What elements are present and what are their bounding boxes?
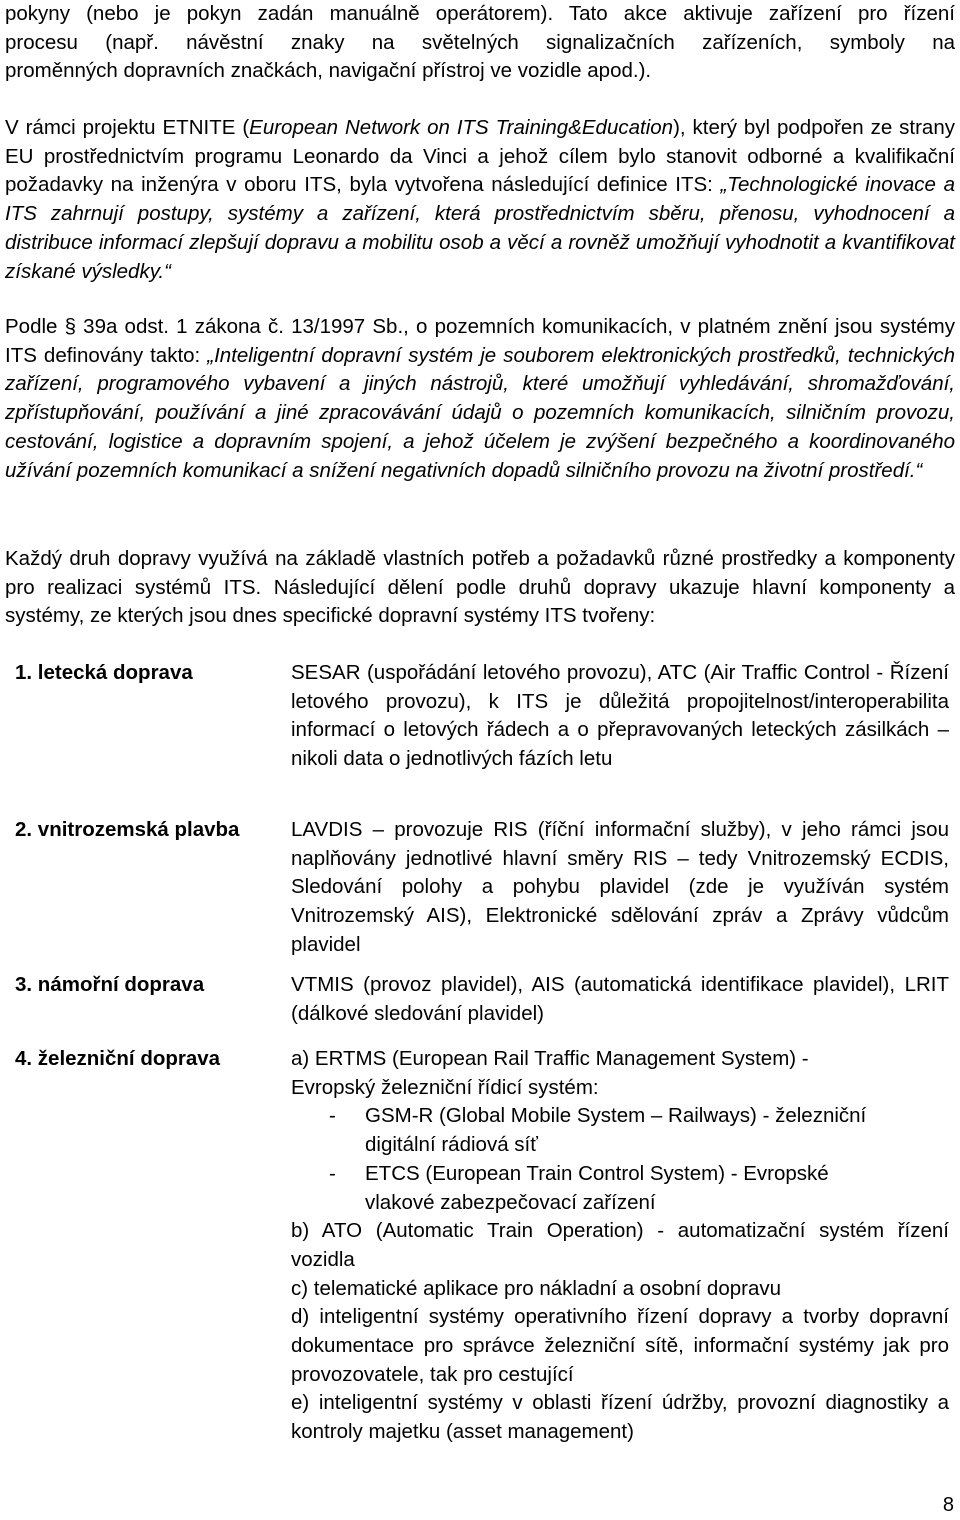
item-label: 2. vnitrozemská plavba <box>15 818 240 841</box>
rail-sub-item-gsmr <box>291 1102 949 1159</box>
item-label: 3. námořní doprava <box>15 973 205 996</box>
rail-ertms-line: Evropský železniční řídicí systém: <box>291 1075 599 1099</box>
item-text: SESAR (uspořádání letového provozu), ATC (Air Traffic Control - Řízení letového provozu), k ITS je důležitá propojitelnost/interoperabilita informací o letových řádech a o přepravovaných leteckých zásilkách – nikoli data o jednotlivých fázích letu <box>291 661 949 771</box>
etnite-paragraph <box>5 114 955 286</box>
law-definition: „Inteligentní dopravní systém je souborem elektronických prostředků, technických zařízení, programového vybavení a jiných nástrojů, které umožňují vyhledávání, shromažďování, zpřístupňování, používání a jiné zpracovávání údajů o pozemních komunikacích, silničním provozu, cestování, logistice a dopravním spojení, a jehož účelem je zvýšení bezpečného a koordinovaného užívání pozemních komunikací a snížení negativních dopadů silničního provozu na životní prostředí.“ <box>5 343 955 482</box>
etnite-definition: „Technologické inovace a ITS zahrnují postupy, systémy a zařízení, která prostřednictvím sběru, přenosu, vyhodnocení a distribuce informací zlepšují dopravu a mobilitu osob a věcí a rovněž umožňují vyhodnotit a kvantifikovat získané výsledky.“ <box>5 173 955 283</box>
etnite-lead: V rámci projektu ETNITE ( <box>5 116 250 139</box>
list-item-maritime <box>15 971 955 1031</box>
sub-item-line: GSM-R (Global Mobile System – Railways) - železniční <box>365 1104 867 1128</box>
item-label: 1. letecká doprava <box>15 661 193 684</box>
intro-paragraph <box>5 0 955 86</box>
rail-item-d: d) inteligentní systémy operativního řízení dopravy a tvorby dopravní dokumentace pro správce železniční sítě, informační systémy jak pro provozovatele, tak pro cestující <box>291 1305 949 1386</box>
dash-bullet: - <box>329 1161 336 1185</box>
list-item-air <box>15 659 955 799</box>
sub-item-line: ETCS (European Train Control System) - Evropské <box>365 1161 829 1185</box>
rail-ertms-line: a) ERTMS (European Rail Traffic Management System) - <box>291 1047 809 1070</box>
intro-line: procesu (např. návěstní znaky na světelných signalizačních zařízeních, symboly na <box>5 30 955 54</box>
law-middle: , o pozemních komunikacích, v platném znění jsou systémy ITS definovány takto: <box>5 315 955 367</box>
rail-item-e: e) inteligentní systémy v oblasti řízení údržby, provozní diagnostiky a kontroly majetku (asset management) <box>291 1391 949 1444</box>
components-paragraph: Každý druh dopravy využívá na základě vlastních potřeb a požadavků různé prostředky a komponenty pro realizaci systémů ITS. Následující dělení podle druhů dopravy ukazuje hlavní komponenty a systémy, ze kterých jsou dnes specifické dopravní systémy ITS tvořeny: <box>5 547 955 628</box>
list-item-rail <box>15 1045 955 1465</box>
etnite-project-name: European Network on ITS Training&Education <box>249 116 674 139</box>
sub-item-line: vlakové zabezpečovací zařízení <box>365 1190 656 1214</box>
rail-item-c: c) telematické aplikace pro nákladní a osobní dopravu <box>291 1276 782 1300</box>
intro-line: pokyny (nebo je pokyn zadán manuálně operátorem). Tato akce aktivuje zařízení pro řízení <box>5 2 955 25</box>
sub-item-line: digitální rádiová síť <box>365 1133 538 1157</box>
law-reference: Podle § 39a odst. 1 zákona č. 13/1997 Sb. <box>5 315 404 338</box>
item-text: LAVDIS – provozuje RIS (říční informační služby), v jeho rámci jsou naplňovány jednotlivé hlavní směry RIS – tedy Vnitrozemský ECDIS, Sledování polohy a pohybu plavidel (zde je využíván systém Vnitrozemský AIS), Elektronické sdělování zpráv a Zprávy vůdcům plavidel <box>291 818 949 956</box>
rail-sub-item-etcs <box>291 1160 949 1217</box>
item-text: VTMIS (provoz plavidel), AIS (automatická identifikace plavidel), LRIT (dálkové sledování plavidel) <box>291 973 949 1025</box>
dash-bullet: - <box>329 1104 336 1128</box>
intro-line: proměnných dopravních značkách, navigační přístroj ve vozidle apod.). <box>5 59 652 83</box>
item-rail-body <box>291 1045 949 1447</box>
page-number: 8 <box>942 1494 954 1516</box>
list-item-inland-navigation <box>15 816 955 956</box>
rail-item-b: b) ATO (Automatic Train Operation) - automatizační systém řízení vozidla <box>291 1219 949 1271</box>
etnite-middle: ), který byl podpořen ze strany EU prostřednictvím programu Leonardo da Vinci a jehož cílem bylo stanovit odborné a kvalifikační požadavky na inženýra v oboru ITS, byla vytvořena následující definice ITS: <box>5 116 955 197</box>
law-paragraph <box>5 313 955 485</box>
item-label: 4. železniční doprava <box>15 1047 221 1070</box>
